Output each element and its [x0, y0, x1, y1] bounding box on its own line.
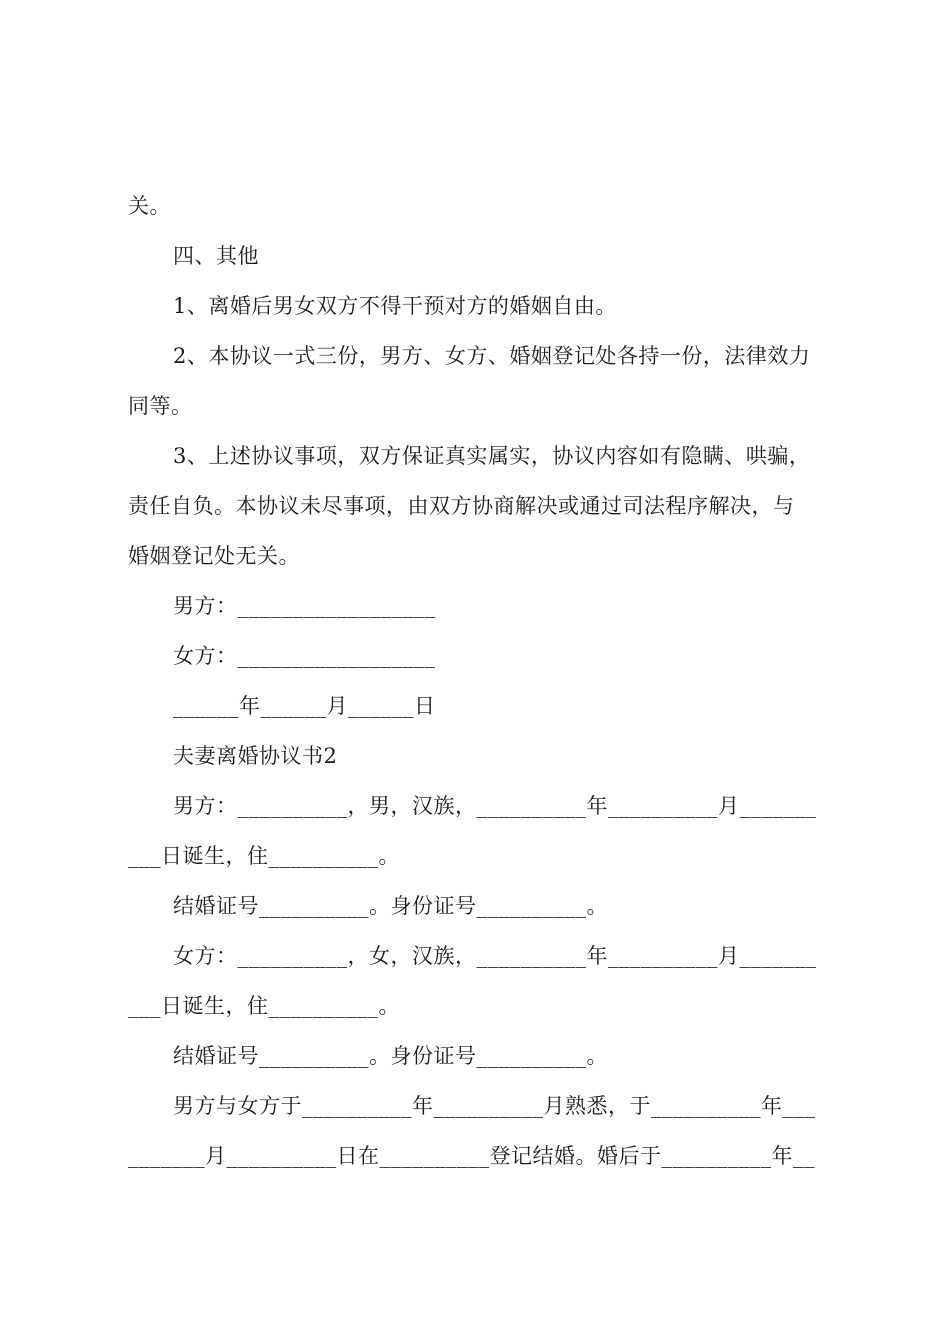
clause-line: 1、离婚后男女双方不得干预对方的婚姻自由。	[173, 294, 617, 318]
male-cert-line: 结婚证号__________。身份证号__________。	[173, 894, 608, 918]
text-line: 婚姻登记处无关。	[128, 544, 300, 568]
text-line: 关。	[128, 194, 171, 218]
clause-line: 3、上述协议事项，双方保证真实属实，协议内容如有隐瞒、哄骗，	[173, 444, 811, 468]
female-info-line: 女方：__________，女，汉族，__________年__________月_______	[173, 944, 817, 968]
text-line: 同等。	[128, 394, 193, 418]
text-line: ___日诞生，住__________。	[128, 844, 400, 868]
marriage-history-line: 男方与女方于__________年__________月熟悉，于__________年___	[173, 1094, 816, 1118]
section-heading: 四、其他	[173, 244, 259, 268]
text-line: ___日诞生，住__________。	[128, 994, 400, 1018]
clause-line: 2、本协议一式三份，男方、女方、婚姻登记处各持一份，法律效力	[173, 344, 811, 368]
document-title: 夫妻离婚协议书2	[173, 744, 338, 768]
text-line: _______月__________日在__________登记结婚。婚后于__________年__	[128, 1144, 815, 1168]
document-page	[128, 0, 832, 1344]
text-line: 责任自负。本协议未尽事项，由双方协商解决或通过司法程序解决，与	[128, 494, 795, 518]
signature-line-male: 男方：__________________	[173, 594, 436, 618]
female-cert-line: 结婚证号__________。身份证号__________。	[173, 1044, 608, 1068]
signature-line-female: 女方：__________________	[173, 644, 436, 668]
male-info-line: 男方：__________，男，汉族，__________年__________月_______	[173, 794, 817, 818]
date-line: ______年______月______日	[173, 694, 436, 718]
